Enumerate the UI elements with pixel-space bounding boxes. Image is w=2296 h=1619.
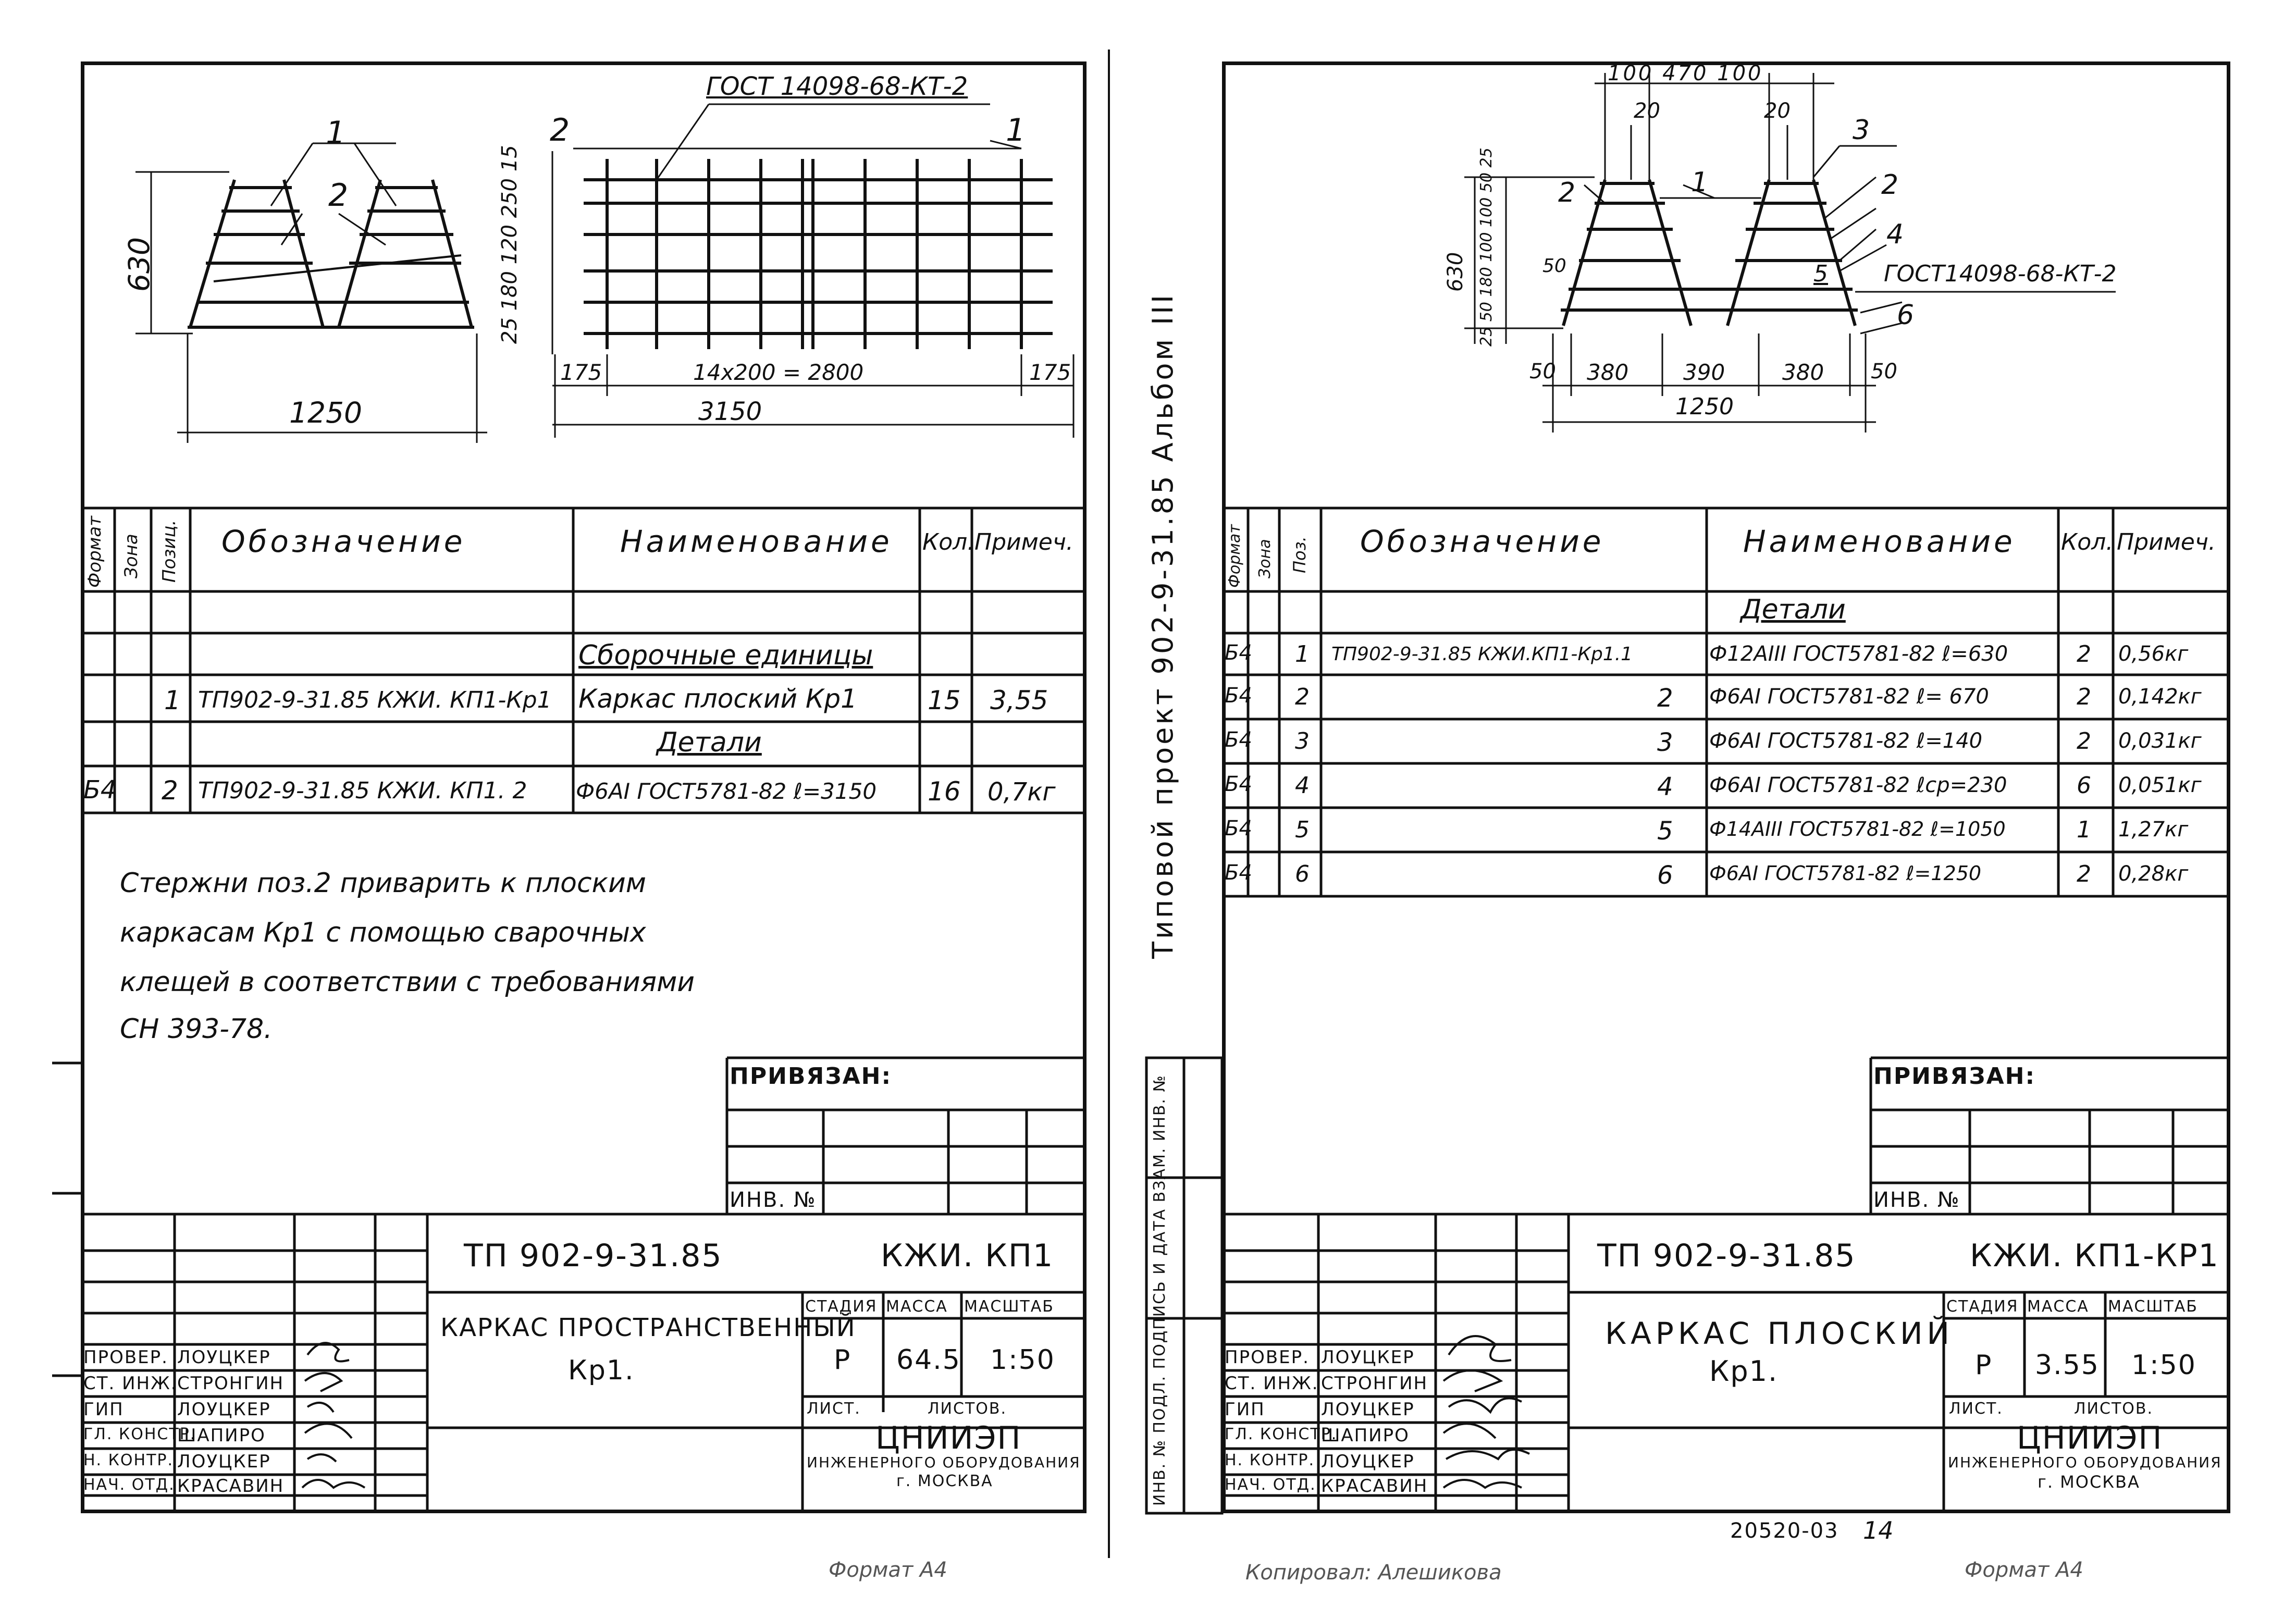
- right-row-note: 0,56кг: [2118, 642, 2189, 666]
- right-row-designation: 2: [1657, 684, 1673, 713]
- left-note-line1: Стержни поз.2 приварить к плоским: [120, 868, 646, 899]
- left-630-dim: 630: [122, 237, 156, 292]
- left-row2-qty: 16: [928, 776, 961, 807]
- right-row-qty: 6: [2077, 772, 2091, 799]
- right-row-designation: 3: [1657, 728, 1673, 757]
- left-sheet-header: ЛИСТ.: [807, 1400, 861, 1418]
- right-title-name2: Кр1.: [1709, 1355, 1779, 1388]
- right-row-format: Б4: [1225, 772, 1252, 796]
- left-title-name2: Кр1.: [568, 1355, 635, 1386]
- left-row1-designation: ТП902-9-31.85 КЖИ. КП1-Кр1: [198, 687, 552, 713]
- right-row-note: 0,142кг: [2118, 685, 2202, 709]
- album-vertical-title: Типовой проект 902-9-31.85 Альбом III: [1146, 292, 1179, 959]
- left-175b-dim: 175: [1029, 360, 1071, 385]
- right-pos2-label: 2: [1558, 177, 1576, 208]
- left-person-role: СТ. ИНЖ.: [83, 1373, 178, 1394]
- right-format-label: Формат А4: [1965, 1558, 2083, 1582]
- right-pos3-label: 3: [1853, 115, 1870, 146]
- right-20a-dim: 20: [1634, 99, 1660, 123]
- left-title-mark: КЖИ. КП1: [881, 1238, 1054, 1274]
- left-pos1b-label: 1: [1006, 112, 1026, 149]
- right-pos6-label: 6: [1897, 300, 1915, 331]
- left-person-role: ГИП: [83, 1399, 124, 1420]
- left-row2-pos: 2: [162, 775, 178, 806]
- right-title-mark: КЖИ. КП1-КР1: [1970, 1238, 2219, 1274]
- right-row-pos: 6: [1295, 861, 1310, 887]
- right-hdr-pos: Поз.: [1290, 536, 1310, 573]
- right-hdr-zone: Зона: [1256, 539, 1274, 578]
- right-person-name: ЛОУЦКЕР: [1321, 1399, 1415, 1420]
- right-hdr-qty: Кол.: [2061, 529, 2114, 555]
- right-hdr-note: Примеч.: [2117, 529, 2216, 555]
- right-380a-dim: 380: [1587, 360, 1629, 385]
- right-row-name: Ф6АI ГОСТ5781-82 ℓ= 670: [1709, 685, 1989, 709]
- right-mass-header: МАССА: [2027, 1297, 2089, 1316]
- left-person-role: Н. КОНТР.: [83, 1451, 174, 1469]
- right-pos1-label: 1: [1691, 167, 1709, 198]
- left-gost-label: ГОСТ 14098-68-КТ-2: [706, 72, 968, 101]
- right-1250-dim: 1250: [1675, 393, 1734, 420]
- left-hdr-note: Примеч.: [974, 529, 1073, 555]
- right-20b-dim: 20: [1764, 99, 1791, 123]
- left-hdr-format: Формат: [84, 516, 105, 588]
- left-pos2b-label: 2: [550, 112, 570, 149]
- right-person-role: ПРОВЕР.: [1225, 1347, 1310, 1368]
- left-pos2-label: 2: [328, 177, 349, 214]
- right-vert-dims: 25 50 180 100 100 50 25: [1477, 147, 1496, 347]
- right-row-qty: 2: [2077, 728, 2091, 755]
- right-person-role: ГЛ. КОНСТР.: [1225, 1425, 1338, 1443]
- right-row-pos: 1: [1295, 641, 1310, 668]
- right-person-role: Н. КОНТР.: [1225, 1451, 1315, 1469]
- footer-copied-by: Копировал: Алешикова: [1245, 1561, 1502, 1585]
- left-hdr-designation: Обозначение: [221, 524, 466, 559]
- footer-archive-number: 20520-03: [1730, 1519, 1839, 1543]
- right-stage-header: СТАДИЯ: [1946, 1297, 2019, 1316]
- left-mass-value: 64.5: [896, 1344, 961, 1376]
- left-stage-value: Р: [834, 1344, 851, 1376]
- stamp-strip-label: ИНВ. № ПОДЛ. ПОДПИСЬ И ДАТА ВЗАМ. ИНВ. №: [1151, 1074, 1169, 1506]
- right-row-pos: 2: [1295, 684, 1310, 710]
- left-person-name: ЛОУЦКЕР: [177, 1347, 271, 1368]
- left-scale-header: МАСШТАБ: [964, 1297, 1054, 1316]
- right-row-designation: ТП902-9-31.85 КЖИ.КП1-Кр1.1: [1331, 644, 1633, 665]
- right-person-name: КРАСАВИН: [1321, 1476, 1428, 1497]
- right-person-role: НАЧ. ОТД.: [1225, 1476, 1316, 1494]
- right-row-note: 0,031кг: [2118, 729, 2202, 753]
- left-person-role: ГЛ. КОНСТР.: [83, 1425, 196, 1443]
- right-row-qty: 2: [2077, 684, 2091, 710]
- left-hdr-pos: Позиц.: [159, 520, 180, 583]
- right-org-name: ЦНИИЭП: [2017, 1420, 2163, 1456]
- left-hdr-zone: Зона: [121, 534, 142, 578]
- right-privyazan: ПРИВЯЗАН:: [1873, 1063, 2036, 1090]
- right-scale-value: 1:50: [2131, 1350, 2196, 1381]
- right-person-name: ЛОУЦКЕР: [1321, 1451, 1415, 1472]
- left-hdr-name: Наименование: [620, 524, 893, 559]
- right-pos2b-label: 2: [1881, 169, 1899, 201]
- left-person-name: СТРОНГИН: [177, 1373, 285, 1394]
- right-630-dim: 630: [1443, 252, 1467, 292]
- right-top-dims: 100 470 100: [1608, 61, 1763, 85]
- left-section-details: Детали: [657, 727, 762, 758]
- left-row2-designation: ТП902-9-31.85 КЖИ. КП1. 2: [198, 777, 527, 804]
- right-person-name: ШАПИРО: [1321, 1425, 1410, 1446]
- left-hdr-qty: Кол.: [922, 529, 975, 555]
- right-380b-dim: 380: [1782, 360, 1824, 385]
- left-note-line2: каркасам Кр1 с помощью сварочных: [120, 917, 646, 948]
- right-row-name: Ф6АI ГОСТ5781-82 ℓср=230: [1709, 773, 2007, 797]
- right-stage-value: Р: [1975, 1350, 1993, 1381]
- right-row-designation: 6: [1657, 861, 1673, 890]
- left-row1-qty: 15: [928, 685, 961, 715]
- right-row-name: Ф14АIII ГОСТ5781-82 ℓ=1050: [1709, 818, 2006, 841]
- left-row1-note: 3,55: [990, 685, 1048, 715]
- right-hdr-name: Наименование: [1743, 524, 2016, 559]
- right-50b-dim: 50: [1871, 360, 1897, 384]
- left-1250-dim: 1250: [289, 396, 362, 429]
- left-14x200-dim: 14х200 = 2800: [693, 360, 864, 385]
- right-scale-header: МАСШТАБ: [2108, 1297, 2198, 1316]
- right-row-name: Ф12АIII ГОСТ5781-82 ℓ=630: [1709, 642, 2008, 666]
- right-org-dept: ИНЖЕНЕРНОГО ОБОРУДОВАНИЯ: [1948, 1454, 2222, 1471]
- left-row1-pos: 1: [164, 685, 181, 715]
- left-mass-header: МАССА: [886, 1297, 948, 1316]
- left-person-name: КРАСАВИН: [177, 1476, 285, 1497]
- right-row-qty: 1: [2077, 817, 2091, 843]
- right-sheet-header: ЛИСТ.: [1949, 1400, 2003, 1418]
- right-inv: ИНВ. №: [1873, 1188, 1960, 1212]
- left-175a-dim: 175: [560, 360, 602, 385]
- right-row-designation: 5: [1657, 817, 1673, 846]
- right-row-format: Б4: [1225, 817, 1252, 841]
- right-row-name: Ф6АI ГОСТ5781-82 ℓ=140: [1709, 729, 1983, 753]
- left-section-assembly: Сборочные единицы: [578, 640, 873, 671]
- right-row-note: 1,27кг: [2118, 818, 2189, 842]
- right-gost-label: ГОСТ14098-68-КТ-2: [1884, 261, 2117, 287]
- right-row-note: 0,051кг: [2118, 773, 2202, 797]
- right-50a-dim: 50: [1529, 360, 1556, 384]
- left-row1-name: Каркас плоский Кр1: [578, 684, 857, 714]
- right-hdr-format: Формат: [1226, 524, 1244, 588]
- left-org-city: г. МОСКВА: [896, 1472, 993, 1490]
- right-row-designation: 4: [1657, 772, 1673, 801]
- right-mass-value: 3.55: [2035, 1350, 2100, 1381]
- right-row-pos: 4: [1295, 772, 1310, 799]
- left-vert-dims: 25 180 120 250 15: [498, 145, 522, 344]
- right-row-name: Ф6АI ГОСТ5781-82 ℓ=1250: [1709, 862, 1982, 885]
- left-scale-value: 1:50: [990, 1344, 1055, 1376]
- right-row-qty: 2: [2077, 641, 2091, 668]
- left-inv: ИНВ. №: [730, 1188, 817, 1212]
- right-org-city: г. МОСКВА: [2038, 1472, 2140, 1492]
- right-title-name1: КАРКАС ПЛОСКИЙ: [1605, 1316, 1954, 1351]
- left-row2-name: Ф6АI ГОСТ5781-82 ℓ=3150: [576, 778, 877, 804]
- right-title-code: ТП 902-9-31.85: [1597, 1238, 1856, 1274]
- right-row-pos: 5: [1295, 817, 1310, 843]
- right-row-format: Б4: [1225, 728, 1252, 752]
- right-row-format: Б4: [1225, 641, 1252, 665]
- left-pos1-label: 1: [326, 115, 346, 151]
- left-person-name: ЛОУЦКЕР: [177, 1451, 271, 1472]
- right-pos5-label: 5: [1813, 261, 1828, 287]
- left-person-role: НАЧ. ОТД.: [83, 1476, 175, 1494]
- right-row-format: Б4: [1225, 684, 1252, 708]
- left-privyazan: ПРИВЯЗАН:: [730, 1063, 892, 1090]
- right-row-note: 0,28кг: [2118, 862, 2189, 886]
- left-row2-format: Б4: [83, 775, 117, 805]
- right-row-pos: 3: [1295, 728, 1310, 755]
- left-org-dept: ИНЖЕНЕРНОГО ОБОРУДОВАНИЯ: [807, 1454, 1081, 1471]
- right-hdr-designation: Обозначение: [1360, 524, 1604, 559]
- left-note-line4: СН 393-78.: [120, 1014, 273, 1045]
- left-stage-header: СТАДИЯ: [805, 1297, 878, 1316]
- right-pos4-label: 4: [1886, 219, 1904, 250]
- footer-page-number: 14: [1863, 1516, 1894, 1544]
- right-sheets-header: ЛИСТОВ.: [2074, 1400, 2154, 1418]
- left-row2-note: 0,7кг: [987, 777, 1056, 807]
- right-person-role: ГИП: [1225, 1399, 1265, 1420]
- right-person-name: СТРОНГИН: [1321, 1373, 1428, 1394]
- left-note-line3: клещей в соответствии с требованиями: [120, 967, 695, 998]
- right-section-details: Детали: [1740, 594, 1846, 625]
- right-person-role: СТ. ИНЖ.: [1225, 1373, 1319, 1394]
- right-50l-dim: 50: [1542, 255, 1566, 277]
- right-row-format: Б4: [1225, 861, 1252, 885]
- right-person-name: ЛОУЦКЕР: [1321, 1347, 1415, 1368]
- left-title-name1: КАРКАС ПРОСТРАНСТВЕННЫЙ: [440, 1313, 856, 1342]
- left-sheets-header: ЛИСТОВ.: [928, 1400, 1007, 1418]
- left-person-role: ПРОВЕР.: [83, 1347, 168, 1368]
- left-format-label: Формат А4: [829, 1558, 947, 1582]
- left-title-code: ТП 902-9-31.85: [464, 1238, 723, 1274]
- left-person-name: ШАПИРО: [177, 1425, 266, 1446]
- left-person-name: ЛОУЦКЕР: [177, 1399, 271, 1420]
- right-390-dim: 390: [1683, 360, 1725, 385]
- right-row-qty: 2: [2077, 861, 2091, 887]
- left-org-name: ЦНИИЭП: [875, 1420, 1022, 1456]
- left-3150-dim: 3150: [698, 397, 762, 426]
